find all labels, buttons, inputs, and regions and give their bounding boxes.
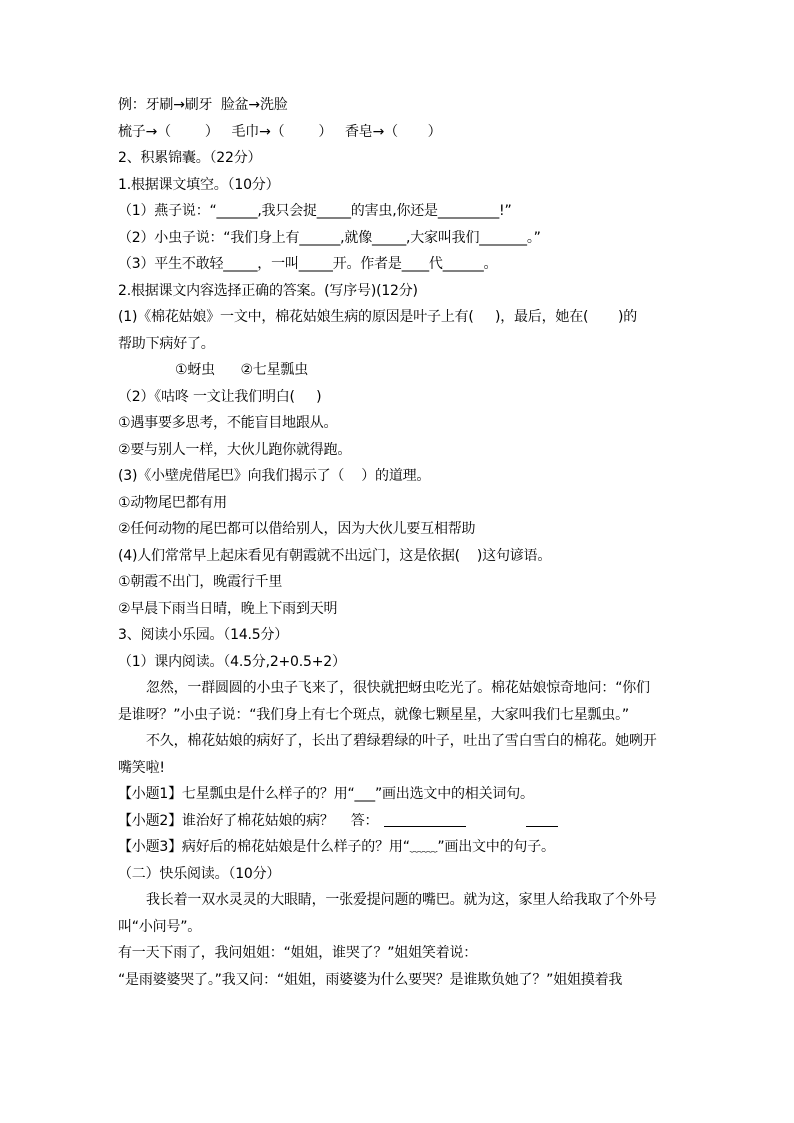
choice-question: (3)《小壁虎借尾巴》向我们揭示了（ ）的道理。	[118, 468, 431, 484]
passage-text: 是谁呀？”小虫子说：“我们身上有七个斑点，就像七颗星星，大家叫我们七星瓢虫。”	[118, 706, 629, 723]
sub-question: 【小题1】七星瓢虫是什么样子的？用“___”画出选文中的相关词句。	[118, 786, 534, 802]
fill-blank-item: （1）燕子说：“______,我只会捉_____的害虫,你还是_________!”	[118, 203, 512, 219]
choice-question: 帮助下病好了。	[118, 335, 215, 352]
passage-text: 叫“小问号”。	[118, 918, 202, 935]
section-heading: 2、积累锦囊。（22分）	[118, 150, 262, 166]
choice-options: ①蚜虫 ②七星瓢虫	[175, 362, 309, 378]
choice-option: ①遇事要多思考，不能盲目地跟从。	[118, 415, 338, 431]
sub-heading: （1）课内阅读。（4.5分,2+0.5+2）	[118, 653, 346, 670]
example-line: 例：牙刷→刷牙 脸盆→洗脸	[118, 97, 288, 113]
choice-question: （2）《咕咚 一文让我们明白( )	[118, 388, 322, 405]
choice-question: (4)人们常常早上起床看见有朝霞就不出远门，这是依据( )这句谚语。	[118, 547, 552, 564]
document-page	[118, 92, 678, 993]
fill-blank-item: （3）平生不敢轻_____，一叫_____开。作者是____代______。	[118, 256, 498, 272]
answer-blank[interactable]	[526, 810, 558, 827]
sub-question: 【小题3】病好后的棉花姑娘是什么样子的？用“﹏﹏”画出文中的句子。	[118, 839, 555, 855]
passage-text: “是雨婆婆哭了。”我又问：“姐姐，雨婆婆为什么要哭？是谁欺负她了？”姐姐摸着我	[118, 971, 623, 988]
sub-question-with-blanks	[118, 808, 678, 835]
passage-text: 忽然，一群圆圆的小虫子飞来了，很快就把蚜虫吃光了。棉花姑娘惊奇地问：“你们	[146, 680, 650, 696]
sub-question-text: 【小题2】谁治好了棉花姑娘的病？ 答：	[118, 812, 379, 829]
choice-question: (1)《棉花姑娘》一文中，棉花姑娘生病的原因是叶子上有( )，最后，她在( )的	[118, 309, 638, 325]
fill-blank-item: （2）小虫子说：“我们身上有______,就像_____,大家叫我们_______。”	[118, 229, 541, 246]
choice-option: ②早晨下雨当日晴，晚上下雨到天明	[118, 600, 338, 617]
word-transform-question: 梳子→（ ） 毛巾→（ ） 香皂→（ ）	[118, 123, 442, 140]
passage-text: 不久，棉花姑娘的病好了，长出了碧绿碧绿的叶子，吐出了雪白雪白的棉花。她咧开	[146, 733, 657, 749]
choice-option: ②任何动物的尾巴都可以借给别人，因为大伙儿要互相帮助	[118, 521, 476, 537]
choice-option: ①动物尾巴都有用	[118, 494, 227, 511]
question-heading: 1.根据课文填空。（10分）	[118, 176, 280, 193]
passage-text: 我长着一双水灵灵的大眼睛，一张爱提问题的嘴巴。就为这，家里人给我取了个外号	[146, 892, 657, 908]
passage-text: 有一天下雨了，我问姐姐：“姐姐，谁哭了？”姐姐笑着说：	[118, 945, 478, 961]
choice-option: ②要与别人一样，大伙儿跑你就得跑。	[118, 441, 352, 458]
section-heading: 3、阅读小乐园。（14.5分）	[118, 627, 289, 643]
answer-blank[interactable]	[384, 810, 466, 827]
question-heading: 2.根据课文内容选择正确的答案。(写序号)(12分)	[118, 282, 418, 299]
choice-option: ①朝霞不出门，晚霞行千里	[118, 574, 283, 590]
passage-text: 嘴笑啦!	[118, 759, 165, 776]
sub-heading: （二）快乐阅读。（10分）	[118, 865, 281, 882]
